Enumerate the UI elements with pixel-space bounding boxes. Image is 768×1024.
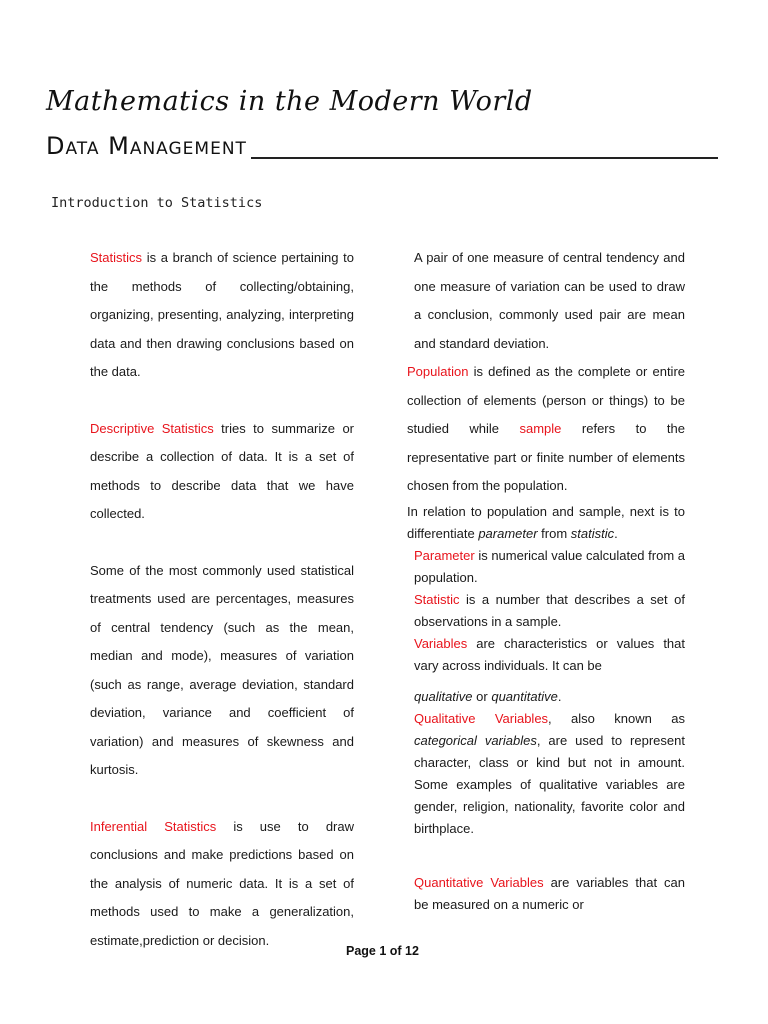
parameter-definition [407,545,685,589]
kinds-text-1: or [472,688,492,704]
page-number: Page 1 of 12 [346,944,419,958]
course-title: Mathematics in the Modern World [46,86,533,117]
variables-definition [407,633,685,677]
term-variables: Variables [414,635,468,651]
heading-underline [236,157,718,159]
statistical-treatments-paragraph [90,557,354,785]
parameter-text: is numerical value calculated from a population. [414,547,685,585]
statistical-treatments-text: Some of the most commonly used statistical treatments used are percentages, measures of central tendency (such as the mean, median and mode), measures of variation (such as range, average deviation, standard deviation, variance and coefficient of variation) and measures of skewness and kurtosis. [90,562,354,777]
word-statistic: statistic [570,525,615,541]
term-parameter: Parameter [414,547,475,563]
variables-text: are characteristics or values that vary across individuals. It can be [414,635,685,673]
section-title: Introduction to Statistics [51,195,263,211]
population-definition [407,358,685,501]
term-sample: sample [519,421,562,436]
word-categorical-variables: categorical variables [414,732,537,748]
statistics-definition [90,244,354,387]
term-statistic: Statistic [414,591,460,607]
term-population: Population [407,364,469,379]
intro-text-1: In relation to population and sample, next is to differentiate [407,503,685,541]
qualitative-variables-definition [407,708,685,840]
word-parameter: parameter [478,525,538,541]
term-quantitative-variables: Quantitative Variables [414,874,544,890]
term-statistics: Statistics [90,250,143,265]
inferential-statistics-definition [90,813,354,956]
statistics-text: is a branch of science pertaining to the methods of collecting/obtaining, organizing, presenting, analyzing, interpreting data and then drawing conclusions based on the data. [90,250,354,379]
qualitative-text-1: , also known as [548,710,685,726]
term-qualitative-variables: Qualitative Variables [414,710,549,726]
central-tendency-pair-paragraph [407,244,685,358]
term-descriptive-statistics: Descriptive Statistics [90,420,214,436]
left-column [90,244,354,983]
word-quantitative: quantitative [491,688,558,704]
right-column [407,244,685,916]
population-text-2: refers to the representative part or finite number of elements chosen from the population. [407,421,685,493]
term-inferential-statistics: Inferential Statistics [90,818,217,834]
topic-heading: Data Management [46,132,251,160]
kinds-text-2: . [557,688,562,704]
section-heading-row [46,132,718,164]
descriptive-statistics-text: tries to summarize or describe a collection of data. It is a set of methods to describe data that we have collected. [90,420,354,521]
inferential-statistics-text: is use to draw conclusions and make predictions based on the analysis of numeric data. It is a set of methods used to make a generalization, estimate,prediction or decision. [90,818,354,948]
variable-kinds-line [407,686,685,708]
intro-text-3: . [614,525,618,541]
quantitative-variables-definition [407,872,685,916]
parameter-statistic-intro [407,501,685,545]
descriptive-statistics-definition [90,415,354,529]
quantitative-text: are variables that can be measured on a numeric or [414,874,685,912]
intro-text-2: from [537,525,571,541]
statistic-definition [407,589,685,633]
qualitative-text-2: , are used to represent character, class or kind but not in amount. Some examples of qualitative variables are gender, religion, nationality, favorite color and birthplace. [414,732,685,836]
word-qualitative: qualitative [414,688,473,704]
central-tendency-pair-text: A pair of one measure of central tendency and one measure of variation can be used to draw a conclusion, commonly used pair are mean and standard deviation. [414,250,685,351]
population-text-1: is defined as the complete or entire collection of elements (person or things) to be studied while [407,364,685,436]
statistic-text: is a number that describes a set of observations in a sample. [414,591,685,629]
